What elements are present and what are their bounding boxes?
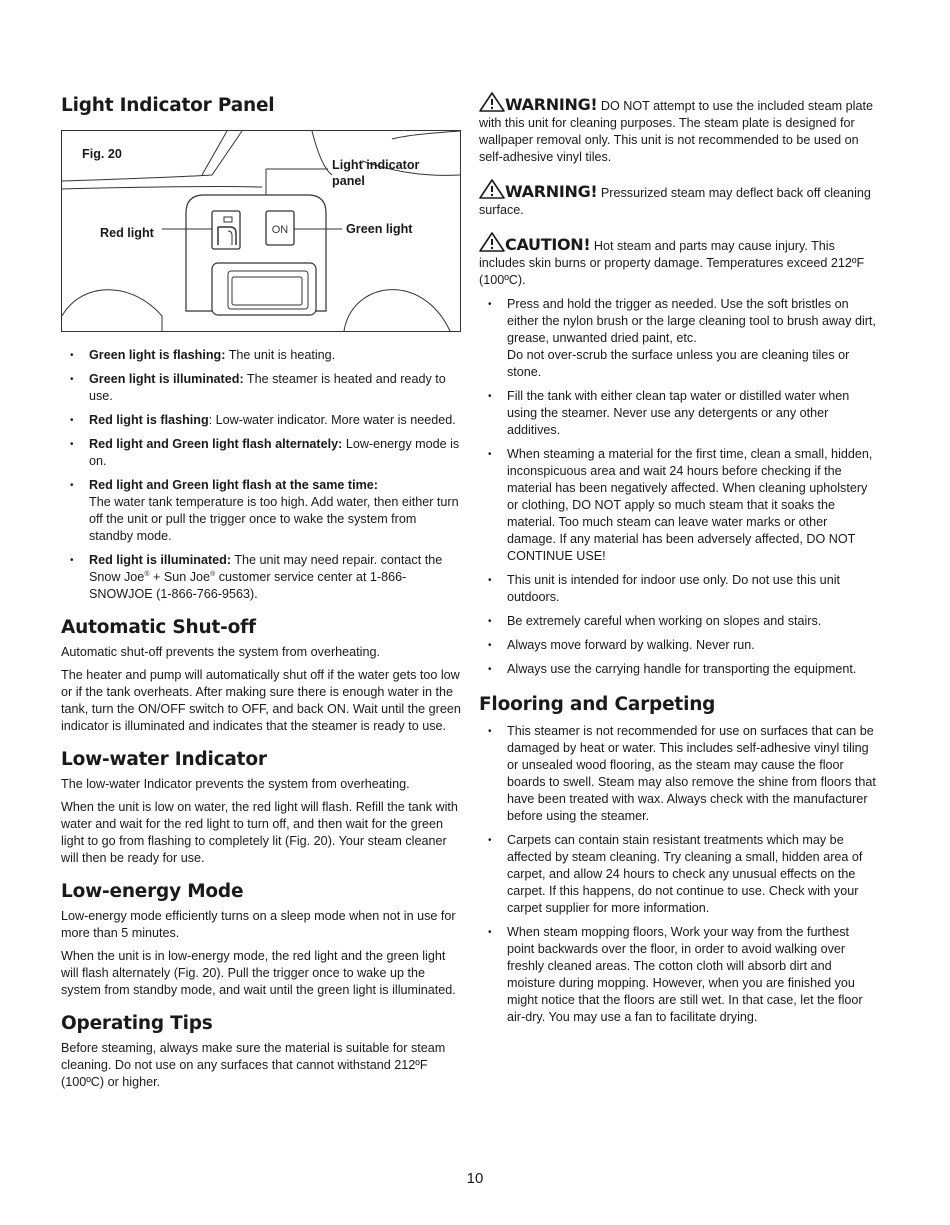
list-item: • When steam mopping floors, Work your way from the furthest point backwards over the floor, in order to avoid walking over freshly cleaned areas. The cotton cloth will absorb dirt and moisture during mopping. However, when you are finished you might notice that the floors are still wet. In that case, let the floor air-dry. You may use a fan to facilitate drying. xyxy=(479,924,879,1026)
low-water-heading: Low-water Indicator xyxy=(61,749,267,770)
green-light-label: Green light xyxy=(346,222,413,236)
caution-1: CAUTION! Hot steam and parts may cause injury. This includes skin burns or property damage. Temperatures exceed 212ºF (100ºC). xyxy=(479,232,879,289)
flooring-heading: Flooring and Carpeting xyxy=(479,694,716,715)
red-light-label: Red light xyxy=(100,226,154,240)
low-energy-heading: Low-energy Mode xyxy=(61,881,244,902)
auto-shutoff-p1: Automatic shut-off prevents the system from overheating. xyxy=(61,645,380,659)
left-column xyxy=(61,90,461,1091)
low-energy-p2: When the unit is in low-energy mode, the red light and the green light will flash alternately (Fig. 20). Pull the trigger once to wake up the system from standby mode, and wait until the green light is illuminated. xyxy=(61,949,456,997)
panel-label: Light indicator panel xyxy=(332,158,420,188)
list-item: • This unit is intended for indoor use only. Do not use this unit outdoors. xyxy=(479,572,879,606)
list-item: • Always use the carrying handle for transporting the equipment. xyxy=(479,661,879,678)
low-water-p1: The low-water Indicator prevents the system from overheating. xyxy=(61,777,410,791)
warning-triangle-icon xyxy=(479,179,505,199)
operating-tips-list xyxy=(479,296,879,678)
list-item: • Red light is illuminated: The unit may need repair. contact the Snow Joe® + Sun Joe® customer service center at 1-866-SNOWJOE (1-866-766-9563). xyxy=(61,552,461,603)
caution-triangle-icon xyxy=(479,232,505,252)
list-item: • Green light is flashing: The unit is heating. xyxy=(61,347,461,364)
list-item: • Red light and Green light flash alternately: Low-energy mode is on. xyxy=(61,436,461,470)
list-item: • This steamer is not recommended for use on surfaces that can be damaged by heat or water. This includes self-adhesive vinyl tiling or unsealed wood flooring, as the steam may cause the floor boards to swell. Steam may also remove the shine from floors that have been treated with wax. Always check with the manufacturer before using the steamer. xyxy=(479,723,879,825)
list-item: • Press and hold the trigger as needed. Use the soft bristles on either the nylon brush or the large cleaning tool to brush away dirt, grease, unwanted dried paint, etc. Do not over-scrub the surface unless you are cleaning tiles or stone. xyxy=(479,296,879,381)
auto-shutoff-heading: Automatic Shut-off xyxy=(61,617,256,638)
fig-label: Fig. 20 xyxy=(82,147,122,161)
list-item: • Carpets can contain stain resistant treatments which may be affected by steam cleaning. Try cleaning a small, hidden area of carpet, and allow 24 hours to check any unusual effects on the carpet. If this happens, do not continue to use. Check with your carpet supplier for more information. xyxy=(479,832,879,917)
list-item: • Red light and Green light flash at the same time: The water tank temperature is too high. Add water, then either turn off the unit or pull the trigger once to wake the system from standby mode. xyxy=(61,477,461,545)
operating-tips-p1: Before steaming, always make sure the material is suitable for steam cleaning. Do not use on any surfaces that cannot withstand 212ºF (100ºC) or higher. xyxy=(61,1041,446,1089)
list-item: • When steaming a material for the first time, clean a small, hidden, inconspicuous area and wait 24 hours before checking if the material has been negatively affected. When cleaning upholstery or clothing, DO NOT apply so much steam that it soaks the material. Too much steam can leave water marks or other damage. If any material has been adversely affected, DO NOT CONTINUE USE! xyxy=(479,446,879,565)
warning-triangle-icon xyxy=(479,92,505,112)
warning-2: WARNING! Pressurized steam may deflect back off cleaning surface. xyxy=(479,179,879,219)
list-item: • Be extremely careful when working on slopes and stairs. xyxy=(479,613,879,630)
flooring-list xyxy=(479,723,879,1026)
low-water-p2: When the unit is low on water, the red light will flash. Refill the tank with water and wait for the red light to turn off, and then wait for the green light to go from flashing to completely lit (Fig. 20). Your steam cleaner will then be ready for use. xyxy=(61,800,458,865)
figure-20 xyxy=(61,130,461,332)
low-energy-p1: Low-energy mode efficiently turns on a sleep mode when not in use for more than 5 minutes. xyxy=(61,909,456,940)
warning-1: WARNING! DO NOT attempt to use the included steam plate with this unit for cleaning purposes. The steam plate is designed for wallpaper removal only. This unit is not recommended to be used on self-adhesive vinyl tiles. xyxy=(479,92,879,166)
auto-shutoff-p2: The heater and pump will automatically shut off if the water gets too low or if the tank overheats. After making sure there is enough water in the tank, turn the ON/OFF switch to OFF, and back ON. Wait until the green indicator is illuminated and indicates that the steamer is ready to use. xyxy=(61,668,461,733)
list-item: • Always move forward by walking. Never run. xyxy=(479,637,879,654)
list-item: • Fill the tank with either clean tap water or distilled water when using the steamer. Never use any detergents or any other additives. xyxy=(479,388,879,439)
page-number: 10 xyxy=(466,1170,484,1187)
list-item: • Green light is illuminated: The steamer is heated and ready to use. xyxy=(61,371,461,405)
light-status-list xyxy=(61,347,461,603)
operating-tips-heading: Operating Tips xyxy=(61,1013,213,1034)
light-indicator-heading: Light Indicator Panel xyxy=(61,95,275,116)
on-label: ON xyxy=(271,224,289,236)
list-item: • Red light is flashing: Low-water indicator. More water is needed. xyxy=(61,412,461,429)
right-column xyxy=(479,90,879,1026)
